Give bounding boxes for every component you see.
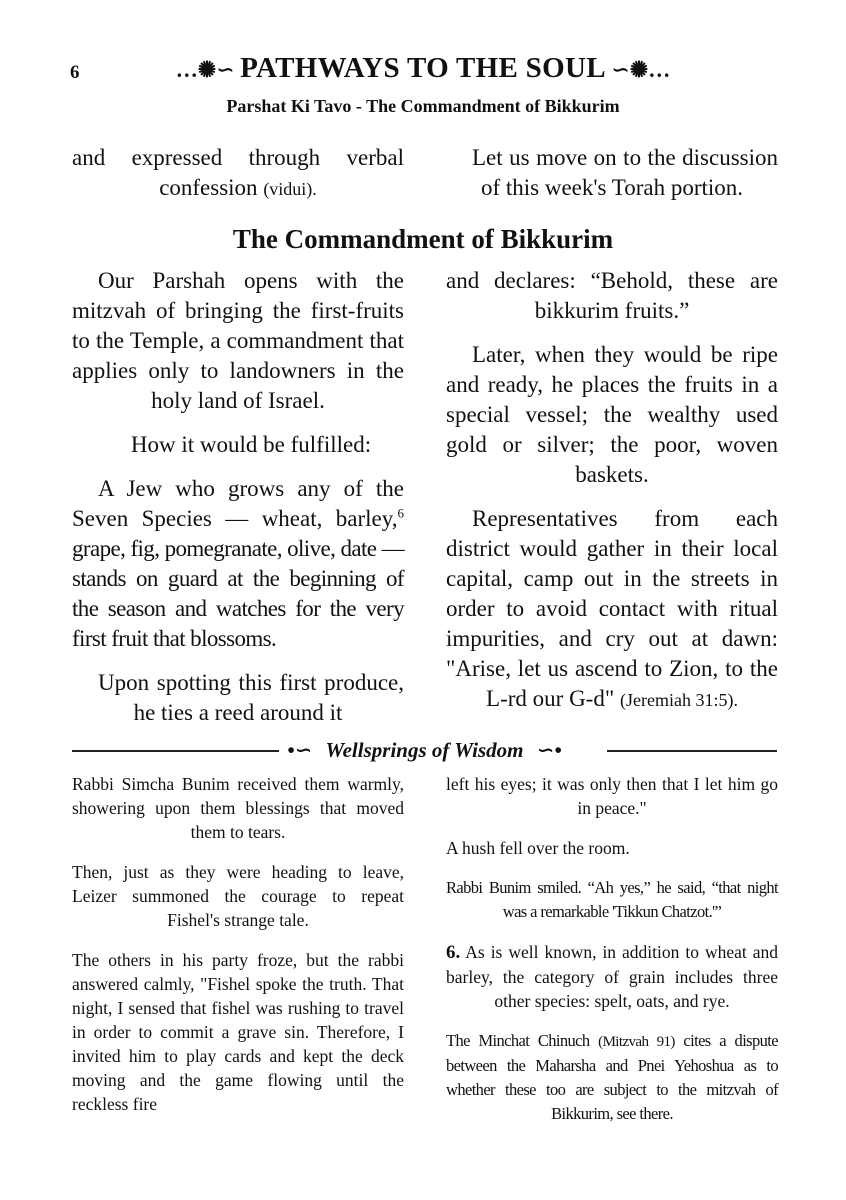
footnote-number: 6. [446, 942, 461, 963]
intro-left-text: and expressed through verbal confession [72, 145, 404, 200]
footnote-continued [446, 1029, 778, 1126]
footnote [446, 940, 778, 1013]
footnote-text: As is well known, in addition to wheat and barley, the category of grain includes three other species: spelt, oats, and rye. [446, 942, 778, 1011]
running-header [0, 52, 846, 85]
species-continued: grape, fig, pomegranate, olive, date — stands on guard at the beginning of the season and watches for the very first fruit that blossoms. [72, 536, 404, 651]
wellsprings-left-column [72, 772, 404, 1116]
story-paragraph: Rabbi Bunim smiled. “Ah yes,” he said, “that night was a remarkable 'Tikkun Chatzot.'” [446, 878, 778, 921]
page-number: 6 [70, 62, 80, 83]
story-paragraph: Then, just as they were heading to leave, Leizer summoned the courage to repeat Fishel's strange tale. [72, 862, 404, 930]
body-paragraph: Later, when they would be ripe and ready, he places the fruits in a special vessel; the wealthy used gold or silver; the poor, woven baskets. [446, 342, 778, 487]
footnote-ref: (Mitzvah 91) [598, 1034, 675, 1050]
story-paragraph: Rabbi Simcha Bunim received them warmly, showering upon them blessings that moved them to tears. [72, 774, 404, 842]
species-text: A Jew who grows any of the Seven Species — wheat, barley, [72, 476, 404, 531]
intro-right-column [446, 143, 778, 203]
intro-left-column [72, 143, 404, 204]
body-paragraph [446, 504, 778, 715]
body-paragraph: Upon spotting this first produce, he ties a reed around it [98, 670, 404, 725]
body-paragraph: and declares: “Behold, these are bikkurim fruits.” [446, 268, 778, 323]
section-heading: The Commandment of Bikkurim [232, 224, 614, 254]
divider-ornament-icon: •∽ [283, 738, 321, 762]
footnote-marker: 6 [397, 505, 404, 521]
jeremiah-ref: (Jeremiah 31:5). [619, 690, 738, 710]
body-paragraph: How it would be fulfilled: [130, 432, 372, 457]
intro-right-paragraph: Let us move on to the discussion of this week's Torah portion. [472, 145, 778, 200]
wellsprings-right-column [446, 772, 778, 1126]
chapter-subtitle: Parshat Ki Tavo - The Commandment of Bikkurim [226, 96, 620, 116]
left-ornament-icon: …✺∽ [175, 57, 241, 82]
representatives-text: Representatives from each district would gather in their local capital, camp out in the streets in order to avoid contact with ritual impurities, and cry out at dawn: "Arise, let us ascend to Zion, to the L-rd our G-d" [446, 506, 778, 711]
right-ornament-icon: ∽✺… [605, 57, 671, 82]
main-right-column [446, 266, 778, 715]
body-paragraph: Our Parshah opens with the mitzvah of bringing the first-fruits to the Temple, a commandment that applies only to landowners in the holy land of Israel. [72, 268, 404, 413]
main-left-column [72, 266, 404, 728]
divider-ornament-icon: ∽• [527, 738, 565, 762]
header-title: PATHWAYS TO THE SOUL [240, 52, 606, 84]
footnote-text2-start: The Minchat Chinuch [446, 1031, 590, 1050]
footnote-text2-end: cites a dispute between the Maharsha and Pnei Yehoshua as to whether these too are subject to the mitzvah of Bikkurim, see there. [446, 1031, 779, 1123]
wellsprings-title-text: Wellsprings of Wisdom [322, 738, 528, 762]
wellsprings-title [72, 738, 777, 762]
intro-left-paragraph [72, 143, 404, 204]
story-paragraph: The others in his party froze, but the rabbi answered calmly, "Fishel spoke the truth. That night, I sensed that fishel was rushing to travel in order to commit a grave sin. Therefore, I invited him to play cards and kept the deck moving and the game flowing until the reckless fire [72, 950, 404, 1114]
story-paragraph: A hush fell over the room. [446, 838, 630, 858]
body-paragraph [72, 474, 404, 654]
wellsprings-divider [72, 738, 777, 764]
intro-left-ref: (vidui). [263, 179, 317, 199]
story-paragraph: left his eyes; it was only then that I let him go in peace." [446, 774, 778, 818]
